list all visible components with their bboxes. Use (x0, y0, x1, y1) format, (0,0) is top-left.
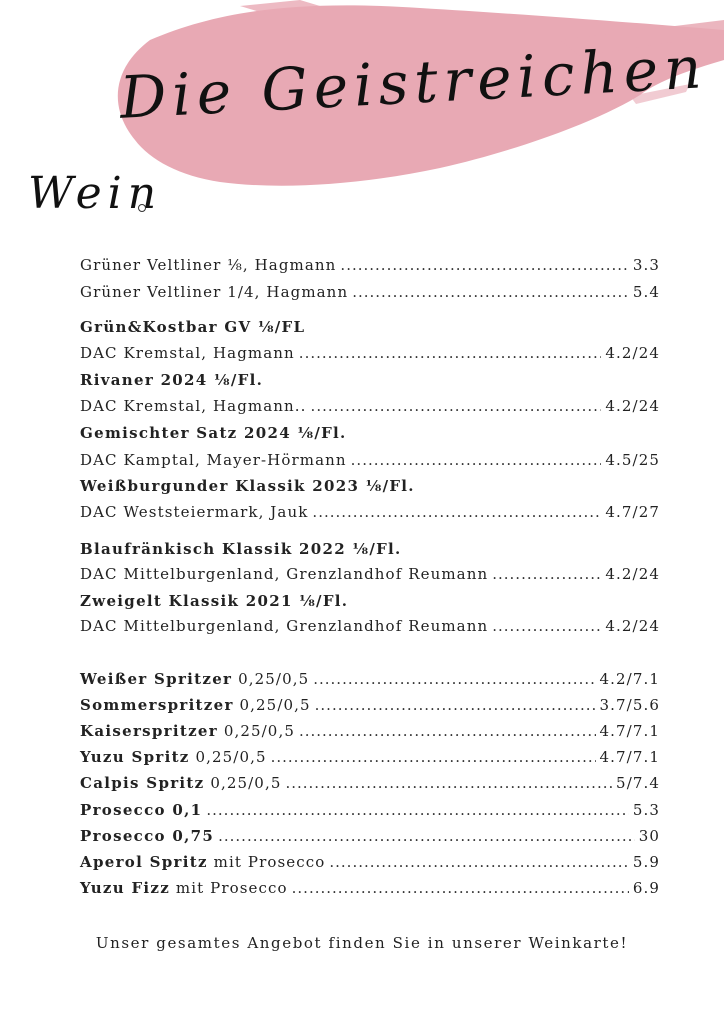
list-item: DAC Kremstal, Hagmann.. ..... 4.2/24 (80, 397, 660, 421)
list-item: Weißer Spritzer 0,25/0,5 ..... 4.2/7.1 (80, 670, 660, 694)
wine-heading: Weißburgunder Klassik 2023 ⅛/Fl. (80, 477, 415, 495)
list-item: DAC Kamptal, Mayer-Hörmann ..... 4.5/25 (80, 451, 660, 475)
wine-heading: Gemischter Satz 2024 ⅛/Fl. (80, 424, 347, 442)
list-item: Grüner Veltliner ⅛, Hagmann ..... 3.3 (80, 256, 660, 280)
list-item: Grüner Veltliner 1/4, Hagmann ..... 5.4 (80, 283, 660, 307)
list-item: DAC Weststeiermark, Jauk ..... 4.7/27 (80, 503, 660, 527)
wine-heading: Zweigelt Klassik 2021 ⅛/Fl. (80, 592, 349, 610)
page-title: Die Geistreichen (118, 33, 709, 132)
list-item: Kaiserspritzer 0,25/0,5 ..... 4.7/7.1 (80, 722, 660, 746)
list-item: Yuzu Spritz 0,25/0,5 ..... 4.7/7.1 (80, 748, 660, 772)
list-item: Yuzu Fizz mit Prosecco ..... 6.9 (80, 879, 660, 903)
list-item: Sommerspritzer 0,25/0,5 ..... 3.7/5.6 (80, 696, 660, 720)
footer-note: Unser gesamtes Angebot finden Sie in unserer Weinkarte! (95, 934, 629, 952)
list-item: Prosecco 0,1 ..... 5.3 (80, 801, 660, 825)
list-item: DAC Kremstal, Hagmann ..... 4.2/24 (80, 344, 660, 368)
list-item: Aperol Spritz mit Prosecco ..... 5.9 (80, 853, 660, 877)
circle-icon (138, 204, 146, 212)
list-item: Calpis Spritz 0,25/0,5 ..... 5/7.4 (80, 774, 660, 798)
list-item: Prosecco 0,75 ..... 30 (80, 827, 660, 851)
list-item: DAC Mittelburgenland, Grenzlandhof Reumann ..... 4.2/24 (80, 565, 660, 589)
list-item: DAC Mittelburgenland, Grenzlandhof Reumann ..... 4.2/24 (80, 617, 660, 641)
wine-heading: Rivaner 2024 ⅛/Fl. (80, 371, 264, 389)
section-heading: Wein (28, 168, 163, 219)
wine-heading: Blaufränkisch Klassik 2022 ⅛/Fl. (80, 540, 402, 558)
wine-heading: Grün&Kostbar GV ⅛/FL (80, 318, 306, 336)
